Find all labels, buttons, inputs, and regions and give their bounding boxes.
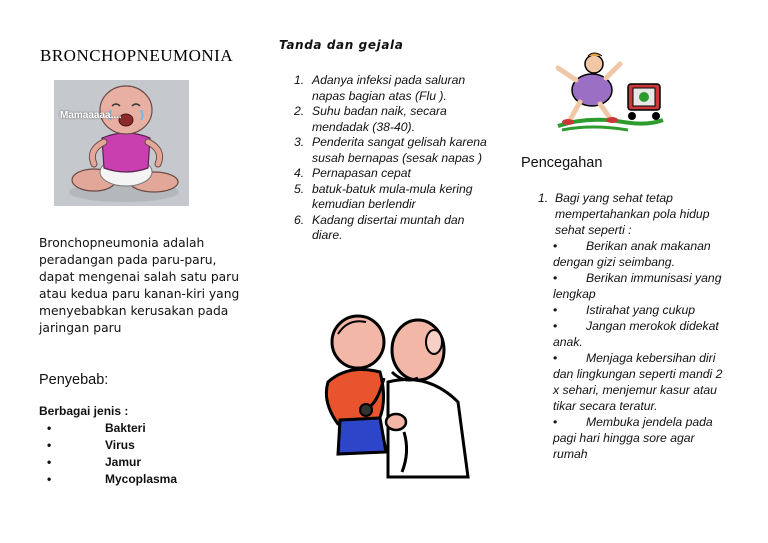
list-item: • Mycoplasma: [47, 472, 178, 486]
prevention-heading: Pencegahan: [521, 155, 603, 171]
exercise-clipart: [548, 46, 668, 138]
list-item: • Istirahat yang cukup: [553, 303, 696, 317]
list-item: • Berikan anak makanan dengan gizi seimbang.: [553, 239, 711, 269]
list-item: • Bakteri: [47, 421, 146, 435]
definition-text: Bronchopneumonia adalah peradangan pada paru-paru, dapat mengenai salah satu paru atau kedua paru kanan-kiri yang menyebabkan kerusakan pada jaringan paru: [39, 236, 240, 335]
causes-heading: Penyebab:: [39, 372, 109, 388]
list-item: • Membuka jendela pada pagi hari hingga sore agar rumah: [553, 415, 713, 461]
list-item: 3. Penderita sangat gelisah karena susah bernapas (sesak napas ): [294, 135, 487, 165]
doctor-child-clipart: [318, 312, 478, 482]
prevention-sublist: [553, 238, 723, 462]
list-item: • Jamur: [47, 455, 142, 469]
list-item: 4. Pernapasan cepat: [294, 166, 411, 180]
list-item: • Jangan merokok didekat anak.: [553, 319, 719, 349]
crying-baby-photo: [54, 80, 189, 206]
page-title: BRONCHOPNEUMONIA: [40, 46, 234, 65]
list-item: 6. Kadang disertai muntah dan diare.: [294, 212, 465, 242]
causes-subheading: Berbagai jenis :: [39, 404, 129, 418]
list-item: 1. Adanya infeksi pada saluran napas bagian atas (Flu ).: [294, 73, 466, 103]
symptoms-list: [290, 73, 490, 244]
photo-caption: Mamaaaaa....: [60, 110, 122, 121]
crying-baby-illustration: [54, 80, 189, 206]
prevention-item-1: 1. Bagi yang sehat tetap mempertahankan pola hidup sehat seperti :: [538, 191, 710, 237]
list-item: 5. batuk-batuk mula-mula kering kemudian berlendir: [294, 181, 473, 211]
list-item: • Virus: [47, 438, 135, 452]
symptoms-heading: Tanda dan gejala: [279, 38, 404, 52]
list-item: • Menjaga kebersihan diri dan lingkungan seperti mandi 2 x sehari, menjemur kasur atau tikar secara teratur.: [553, 351, 723, 413]
causes-list: [39, 420, 239, 488]
list-item: • Berikan immunisasi yang lengkap: [553, 271, 722, 301]
list-item: 2. Suhu badan naik, secara mendadak (38-40).: [294, 104, 447, 134]
